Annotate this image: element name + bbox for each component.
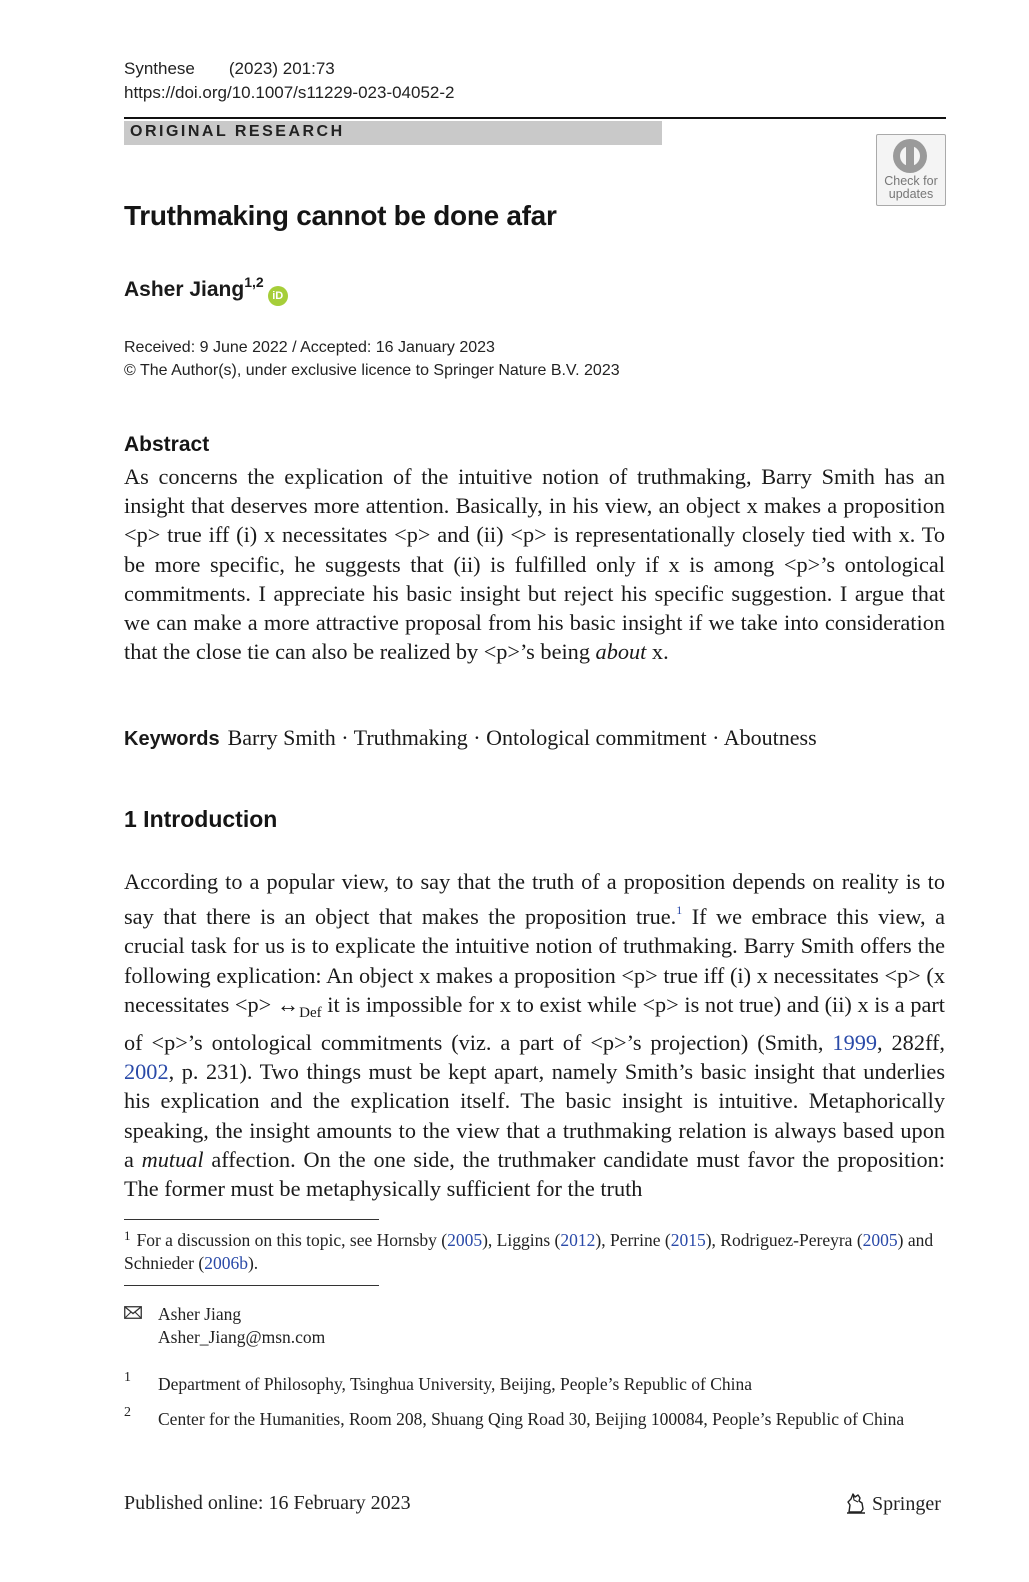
journal-header bbox=[124, 57, 455, 105]
keywords-label: Keywords bbox=[124, 728, 220, 750]
affiliation-1: Department of Philosophy, Tsinghua University, Beijing, People’s Republic of China bbox=[158, 1374, 753, 1394]
section-heading-introduction: 1 Introduction bbox=[124, 806, 278, 832]
journal-volume: (2023) 201:73 bbox=[228, 59, 335, 78]
keywords-list: Barry Smith · Truthmaking · Ontological commitment · Aboutness bbox=[227, 725, 817, 750]
article-dates bbox=[124, 336, 620, 382]
springer-horse-icon bbox=[844, 1491, 868, 1515]
journal-name: Synthese bbox=[124, 59, 195, 78]
affiliation-number: 2 bbox=[124, 1405, 131, 1420]
keywords bbox=[124, 725, 817, 751]
publisher-logo bbox=[844, 1491, 941, 1516]
envelope-icon bbox=[124, 1306, 142, 1319]
contact-email[interactable]: Asher_Jiang@msn.com bbox=[158, 1327, 326, 1347]
affiliation-2: Center for the Humanities, Room 208, Shuang Qing Road 30, Beijing 100084, People’s Republic of China bbox=[158, 1409, 905, 1429]
category-label: ORIGINAL RESEARCH bbox=[130, 123, 345, 140]
header-rule bbox=[124, 117, 946, 119]
article-title: Truthmaking cannot be done afar bbox=[124, 200, 557, 231]
author-affiliations: 1,2 bbox=[244, 274, 264, 290]
citation-link[interactable]: 2015 bbox=[670, 1230, 706, 1250]
corresponding-author bbox=[158, 1303, 325, 1349]
abstract-text: As concerns the explication of the intuitive notion of truthmaking, Barry Smith has an insight that deserves more attention. Basically, in his view, an object x makes a proposition <p> true iff (i) x necessitates <p> and (ii) <p> is representationally closely tied with x. To be more specific, he suggests that (ii) is fulfilled only if x is among <p>’s ontological commitments. I appreciate his basic insight but reject his specific suggestion. I argue that we can make a more attractive proposal from his basic insight if we take into consideration that the close tie can also be realized by <p>’s being about x. bbox=[124, 464, 945, 665]
citation-link[interactable]: 2005 bbox=[862, 1230, 898, 1250]
doi-link[interactable]: https://doi.org/10.1007/s11229-023-04052-2 bbox=[124, 83, 455, 102]
citation-link[interactable]: 2005 bbox=[447, 1230, 483, 1250]
affiliation-number: 1 bbox=[124, 1370, 131, 1385]
check-for-updates-button[interactable]: Check for updates bbox=[876, 134, 946, 206]
footnote-rule bbox=[124, 1219, 379, 1220]
citation-link-1999[interactable]: 1999 bbox=[832, 1030, 878, 1056]
citation-link[interactable]: 2006b bbox=[204, 1253, 248, 1273]
citation-link[interactable]: 2012 bbox=[560, 1230, 596, 1250]
received-accepted: Received: 9 June 2022 / Accepted: 16 January 2023 bbox=[124, 339, 495, 356]
author-name[interactable]: Asher Jiang bbox=[124, 278, 245, 301]
footnote-1: $^1$ For a discussion on this topic, see Hornsby (2005), Liggins (2012), Perrine (2015), Rodriguez-Pereyra (2005) and Schnieder (2006b). bbox=[124, 1228, 934, 1273]
citation-link-2002[interactable]: 2002 bbox=[124, 1059, 169, 1085]
footnote-ref-1[interactable]: 1 bbox=[676, 903, 683, 918]
introduction-paragraph: According to a popular view, to say that the truth of a proposition depends on reality is to say that there is an object that makes the proposition true.$^1$ If we embrace this view, a crucial task for us is to explicate the intuitive notion of truthmaking. Barry Smith offers the following explication: An object x makes a proposition <p> true iff (i) x necessitates <p> (x necessitates $<p> \leftrightarrow_{Def}$ it is impossible for x to exist while <p> is not true) and (ii) x is a part of <p>’s ontological commitments (viz. a part of <p>’s projection) (Smith, 1999, 282ff, 2002, p. 231). Two things must be kept apart, namely Smith’s basic insight that underlies his explication and the explication itself. The basic insight is intuitive. Metaphorically speaking, the insight amounts to the view that a truthmaking relation is always based upon a mutual affection. On the one side, the truthmaker candidate must favor the proposition: The former must be metaphysically sufficient for the truth bbox=[124, 869, 946, 1202]
orcid-icon[interactable]: iD bbox=[268, 286, 288, 306]
published-online: Published online: 16 February 2023 bbox=[124, 1492, 411, 1514]
publisher-name: Springer bbox=[872, 1493, 941, 1515]
author-line bbox=[124, 274, 288, 306]
category-band bbox=[124, 121, 662, 145]
copyright: © The Author(s), under exclusive licence to Springer Nature B.V. 2023 bbox=[124, 362, 620, 379]
contact-name: Asher Jiang bbox=[158, 1304, 242, 1324]
contact-rule bbox=[124, 1285, 379, 1286]
abstract-heading: Abstract bbox=[124, 433, 210, 456]
